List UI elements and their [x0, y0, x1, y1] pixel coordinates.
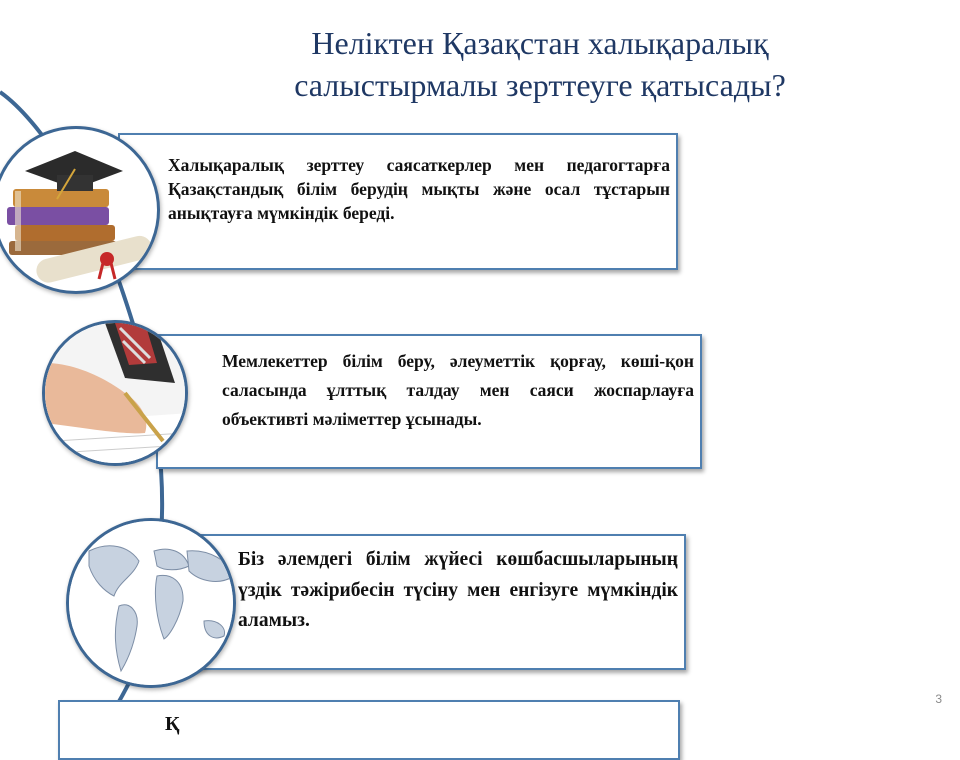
- slide-title-line-1: Неліктен Қазақстан халықаралық: [311, 25, 769, 61]
- world-map-icon: [69, 521, 236, 688]
- item-circle-2: [42, 320, 188, 466]
- slide-title-line-2: салыстырмалы зерттеуге қатысады?: [294, 67, 786, 103]
- item-text-4: Қ: [165, 713, 180, 735]
- slide-number: 3: [935, 692, 942, 706]
- item-circle-3: [66, 518, 236, 688]
- item-text-1: Халықаралық зерттеу саясаткерлер мен педагогтарға Қазақстандық білім берудің мықты және осал тұстарын анықтауға мүмкіндік береді.: [168, 155, 670, 223]
- item-box-4: [58, 700, 680, 760]
- item-text-2: Мемлекеттер білім беру, әлеуметтік қорғау, көші-қон саласында ұлттық талдау мен саяси жоспарлауға объективті мәліметтер ұсынады.: [222, 351, 694, 429]
- item-text-3: Біз әлемдегі білім жүйесі көшбасшыларының үздік тәжірибесін түсіну мен енгізуге мүмкіндік аламыз.: [238, 549, 678, 631]
- writing-hand-icon: [45, 323, 188, 466]
